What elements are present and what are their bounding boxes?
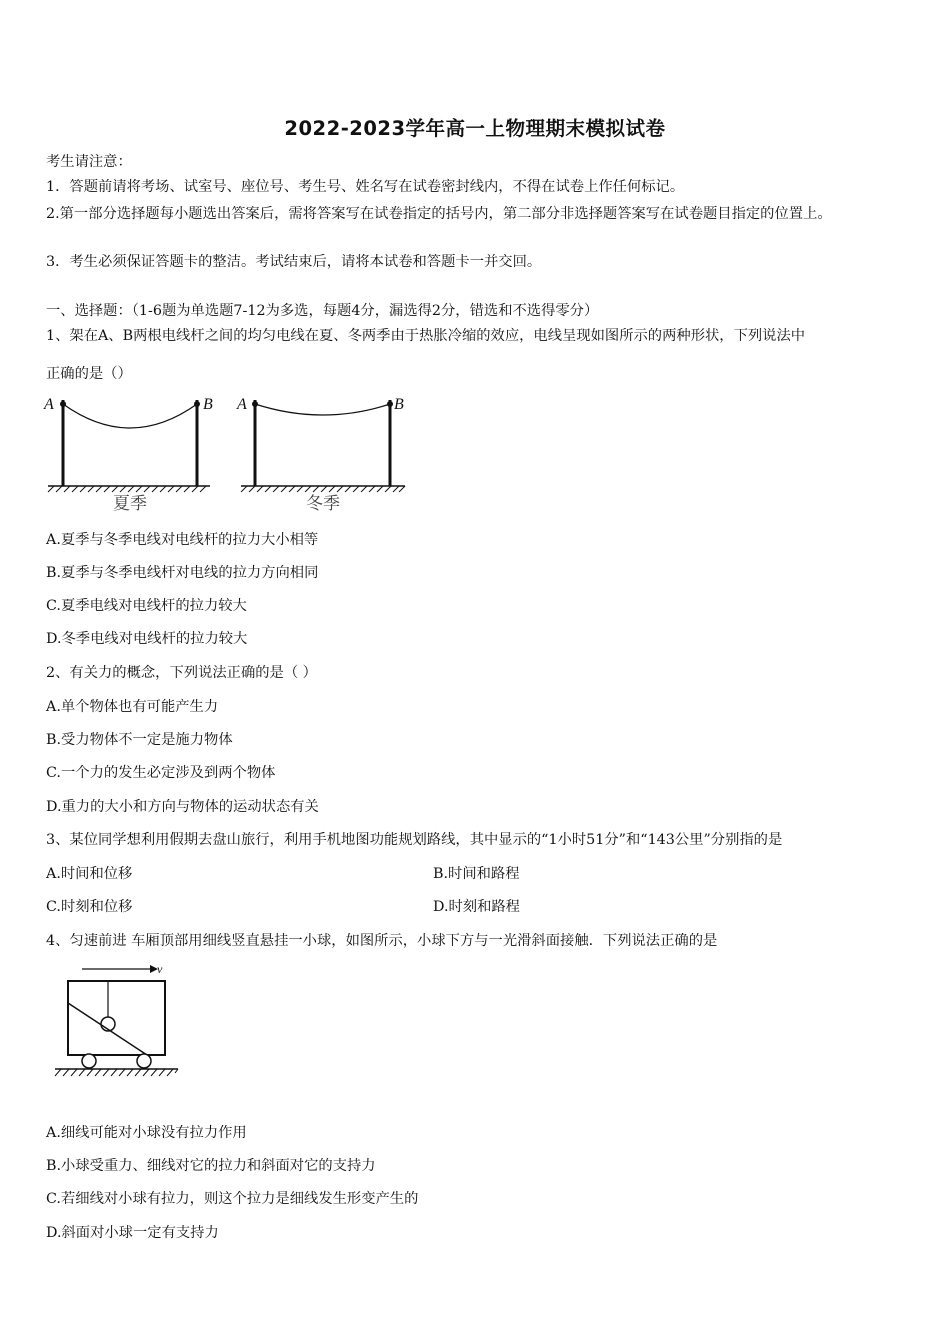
q4-figure-carriage	[50, 960, 185, 1085]
q1-option-c: C.夏季电线对电线杆的拉力较大	[46, 598, 247, 614]
q2-option-a: A.单个物体也有可能产生力	[46, 699, 219, 715]
notice-item-2: 2.第一部分选择题每小题选出答案后，需将答案写在试卷指定的括号内，第二部分非选择题答案写在试卷题目指定的位置上。	[46, 206, 832, 222]
q1-winter-caption: 冬季	[306, 494, 340, 514]
q1-stem-line1: 1、架在A、B两根电线杆之间的均匀电线在夏、冬两季由于热胀冷缩的效应，电线呈现如图所示的两种形状，下列说法中	[46, 328, 806, 344]
q2-option-d: D.重力的大小和方向与物体的运动状态有关	[46, 799, 319, 815]
page-title: 2022-2023学年高一上物理期末模拟试卷	[284, 117, 666, 140]
q3-option-b: B.时间和路程	[433, 866, 520, 882]
q1-stem-line2: 正确的是（）	[46, 366, 132, 382]
q1-summer-label-b: B	[203, 396, 213, 413]
q4-velocity-label: v	[157, 962, 163, 976]
q1-option-a: A.夏季与冬季电线对电线杆的拉力大小相等	[46, 532, 319, 548]
notice-heading: 考生请注意：	[46, 154, 132, 170]
q2-option-c: C.一个力的发生必定涉及到两个物体	[46, 765, 276, 781]
q1-option-b: B.夏季与冬季电线杆对电线的拉力方向相同	[46, 565, 319, 581]
q1-summer-caption: 夏季	[113, 494, 147, 514]
q4-option-a: A.细线可能对小球没有拉力作用	[46, 1125, 247, 1141]
notice-item-3: 3．考生必须保证答题卡的整洁。考试结束后，请将本试卷和答题卡一并交回。	[46, 254, 542, 270]
q4-option-b: B.小球受重力、细线对它的拉力和斜面对它的支持力	[46, 1158, 376, 1174]
q3-option-d: D.时刻和路程	[433, 899, 520, 915]
q4-option-d: D.斜面对小球一定有支持力	[46, 1225, 219, 1241]
q3-stem: 3、某位同学想利用假期去盘山旅行，利用手机地图功能规划路线，其中显示的“1小时51分”和“143公里”分别指的是	[46, 832, 783, 848]
section-heading: 一、选择题：（1-6题为单选题7-12为多选，每题4分，漏选得2分，错选和不选得零分）	[46, 303, 599, 319]
q2-stem: 2、有关力的概念，下列说法正确的是（ ）	[46, 665, 317, 681]
q1-winter-label-b: B	[394, 396, 404, 413]
notice-item-1: 1．答题前请将考场、试室号、座位号、考生号、姓名写在试卷密封线内，不得在试卷上作任何标记。	[46, 179, 685, 195]
q1-winter-label-a: A	[237, 396, 247, 413]
q1-summer-label-a: A	[44, 396, 54, 413]
q4-stem: 4、匀速前进 车厢顶部用细线竖直悬挂一小球，如图所示，小球下方与一光滑斜面接触．下列说法正确的是	[46, 933, 718, 949]
q3-option-a: A.时间和位移	[46, 866, 133, 882]
q4-option-c: C.若细线对小球有拉力，则这个拉力是细线发生形变产生的	[46, 1191, 419, 1207]
q3-option-c: C.时刻和位移	[46, 899, 133, 915]
q1-option-d: D.冬季电线对电线杆的拉力较大	[46, 631, 248, 647]
q2-option-b: B.受力物体不一定是施力物体	[46, 732, 233, 748]
